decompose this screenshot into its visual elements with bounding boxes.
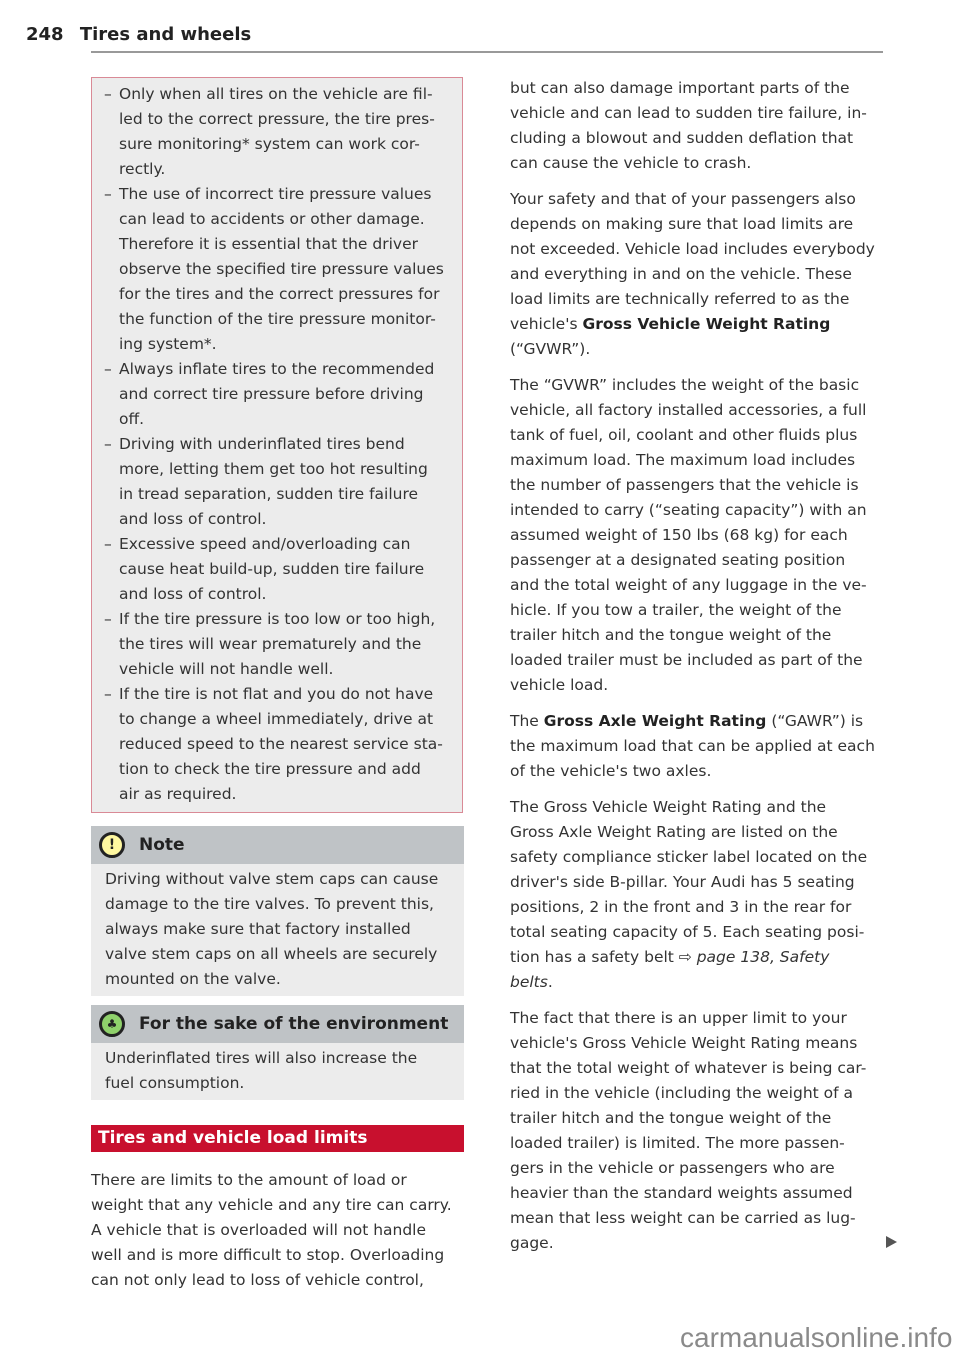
text-line: not exceeded. Vehicle load includes everybody xyxy=(510,240,875,258)
text-line: load limits are technically referred to as the xyxy=(510,290,850,308)
warning-list-item xyxy=(92,607,462,682)
paragraph xyxy=(510,709,875,784)
section-heading: Tires and vehicle load limits xyxy=(91,1125,464,1152)
text-line: mean that less weight can be carried as lug- xyxy=(510,1209,856,1227)
warning-box xyxy=(91,77,463,813)
text-line: can not only lead to loss of vehicle control, xyxy=(91,1271,424,1289)
text-line: Driving with underinflated tires bend xyxy=(119,435,405,453)
text-line: tion has a safety belt ⇨ page 138, Safety xyxy=(510,948,830,966)
text-line: rectly. xyxy=(119,160,166,178)
text-line: vehicle, all factory installed accessories, a full xyxy=(510,401,867,419)
exclamation-icon: ! xyxy=(99,832,125,858)
text-line: There are limits to the amount of load or xyxy=(91,1171,407,1189)
warning-list-item xyxy=(92,432,462,532)
text-line: (“GVWR”). xyxy=(510,340,591,358)
text-line: observe the specified tire pressure values xyxy=(119,260,444,278)
text-line: total seating capacity of 5. Each seating posi- xyxy=(510,923,865,941)
text-line: heavier than the standard weights assumed xyxy=(510,1184,853,1202)
text-line: tank of fuel, oil, coolant and other fluids plus xyxy=(510,426,858,444)
dash-bullet: – xyxy=(104,185,112,203)
text-line: and correct tire pressure before driving xyxy=(119,385,424,403)
text-line: fuel consumption. xyxy=(105,1074,245,1092)
text-line: positions, 2 in the front and 3 in the rear for xyxy=(510,898,852,916)
watermark: carmanualsonline.info xyxy=(680,1322,953,1353)
text-line: If the tire pressure is too low or too high, xyxy=(119,610,436,628)
continue-arrow-icon xyxy=(886,1236,897,1248)
warning-list-item xyxy=(92,532,462,607)
note-box xyxy=(91,826,464,996)
warning-list-item xyxy=(92,182,462,357)
dash-bullet: – xyxy=(104,535,112,553)
note-title: Note xyxy=(139,835,185,855)
paragraph xyxy=(510,373,875,698)
text-line: valve stem caps on all wheels are securely xyxy=(105,945,438,963)
text-line: If the tire is not flat and you do not have xyxy=(119,685,434,703)
text-line: and loss of control. xyxy=(119,510,267,528)
text-line: passenger at a designated seating position xyxy=(510,551,846,569)
dash-bullet: – xyxy=(104,685,112,703)
page-number: 248 xyxy=(26,24,64,45)
text-line: The fact that there is an upper limit to your xyxy=(510,1009,847,1027)
text-line: damage to the tire valves. To prevent this, xyxy=(105,895,434,913)
text-line: vehicle's Gross Vehicle Weight Rating means xyxy=(510,1034,858,1052)
text-line: Driving without valve stem caps can cause xyxy=(105,870,439,888)
environment-body xyxy=(91,1043,464,1100)
text-line: vehicle and can lead to sudden tire failure, in- xyxy=(510,104,867,122)
warning-list-item xyxy=(92,682,462,807)
text-line: vehicle load. xyxy=(510,676,609,694)
text-line: well and is more difficult to stop. Overloading xyxy=(91,1246,445,1264)
text-line: more, letting them get too hot resulting xyxy=(119,460,428,478)
text-line: for the tires and the correct pressures for xyxy=(119,285,440,303)
text-line: always make sure that factory installed xyxy=(105,920,411,938)
text-line: in tread separation, sudden tire failure xyxy=(119,485,419,503)
text-line: gage. xyxy=(510,1234,554,1252)
text-line: gers in the vehicle or passengers who are xyxy=(510,1159,835,1177)
text-line: weight that any vehicle and any tire can carry. xyxy=(91,1196,452,1214)
dash-bullet: – xyxy=(104,85,112,103)
text-line: depends on making sure that load limits are xyxy=(510,215,854,233)
text-line: The Gross Vehicle Weight Rating and the xyxy=(510,798,827,816)
text-line: sure monitoring* system can work cor- xyxy=(119,135,420,153)
text-line: the maximum load that can be applied at each xyxy=(510,737,875,755)
text-line: Therefore it is essential that the driver xyxy=(119,235,418,253)
dash-bullet: – xyxy=(104,610,112,628)
text-line: Always inflate tires to the recommended xyxy=(119,360,435,378)
text-line: driver's side B-pillar. Your Audi has 5 seating xyxy=(510,873,855,891)
text-line: reduced speed to the nearest service sta- xyxy=(119,735,443,753)
text-line: cause heat build-up, sudden tire failure xyxy=(119,560,425,578)
text-line: can lead to accidents or other damage. xyxy=(119,210,425,228)
text-line: to change a wheel immediately, drive at xyxy=(119,710,434,728)
text-line: ing system*. xyxy=(119,335,217,353)
paragraph xyxy=(510,76,875,176)
text-line: the tires will wear prematurely and the xyxy=(119,635,422,653)
warning-list-item xyxy=(92,82,462,182)
text-line: assumed weight of 150 lbs (68 kg) for each xyxy=(510,526,848,544)
text-line: Your safety and that of your passengers also xyxy=(510,190,856,208)
text-line: A vehicle that is overloaded will not handle xyxy=(91,1221,427,1239)
header-rule xyxy=(91,51,883,53)
text-line: loaded trailer) is limited. The more passen- xyxy=(510,1134,845,1152)
environment-title: For the sake of the environment xyxy=(139,1014,449,1034)
note-body xyxy=(91,864,464,996)
text-line: of the vehicle's two axles. xyxy=(510,762,712,780)
text-line: The Gross Axle Weight Rating (“GAWR”) is xyxy=(510,712,864,730)
dash-bullet: – xyxy=(104,435,112,453)
text-line: and everything in and on the vehicle. These xyxy=(510,265,852,283)
text-line: Gross Axle Weight Rating are listed on the xyxy=(510,823,838,841)
text-line: but can also damage important parts of the xyxy=(510,79,850,97)
text-line: ried in the vehicle (including the weight of a xyxy=(510,1084,854,1102)
chapter-title: Tires and wheels xyxy=(79,24,252,45)
text-line: loaded trailer must be included as part of the xyxy=(510,651,863,669)
text-line: vehicle will not handle well. xyxy=(119,660,334,678)
text-line: The “GVWR” includes the weight of the basic xyxy=(510,376,860,394)
text-line: can cause the vehicle to crash. xyxy=(510,154,752,172)
text-line: and loss of control. xyxy=(119,585,267,603)
text-line: that the total weight of whatever is being car- xyxy=(510,1059,867,1077)
text-line: Underinflated tires will also increase the xyxy=(105,1049,418,1067)
text-line: off. xyxy=(119,410,145,428)
text-line: trailer hitch and the tongue weight of the xyxy=(510,1109,832,1127)
text-line: vehicle's Gross Vehicle Weight Rating xyxy=(510,315,831,333)
text-line: air as required. xyxy=(119,785,237,803)
text-line: mounted on the valve. xyxy=(105,970,281,988)
warning-list-item xyxy=(92,357,462,432)
paragraph xyxy=(510,795,875,995)
text-line: the function of the tire pressure monitor- xyxy=(119,310,436,328)
text-line: cluding a blowout and sudden deflation that xyxy=(510,129,854,147)
text-line: the number of passengers that the vehicle is xyxy=(510,476,859,494)
text-line: The use of incorrect tire pressure values xyxy=(119,185,432,203)
text-line: intended to carry (“seating capacity”) with an xyxy=(510,501,867,519)
text-line: Excessive speed and/overloading can xyxy=(119,535,411,553)
text-line: safety compliance sticker label located on the xyxy=(510,848,868,866)
page-header xyxy=(26,24,251,45)
environment-box xyxy=(91,1005,464,1100)
text-line: and the total weight of any luggage in the ve- xyxy=(510,576,867,594)
text-line: tion to check the tire pressure and add xyxy=(119,760,421,778)
tree-icon: ♣ xyxy=(99,1011,125,1037)
left-paragraph xyxy=(91,1168,452,1293)
paragraph xyxy=(510,187,875,362)
right-column xyxy=(510,76,875,1267)
text-line: belts. xyxy=(510,973,553,991)
text-line: maximum load. The maximum load includes xyxy=(510,451,856,469)
text-line: hicle. If you tow a trailer, the weight of the xyxy=(510,601,842,619)
paragraph xyxy=(510,1006,875,1256)
dash-bullet: – xyxy=(104,360,112,378)
text-line: Only when all tires on the vehicle are fil- xyxy=(119,85,433,103)
text-line: trailer hitch and the tongue weight of the xyxy=(510,626,832,644)
text-line: led to the correct pressure, the tire pres- xyxy=(119,110,435,128)
